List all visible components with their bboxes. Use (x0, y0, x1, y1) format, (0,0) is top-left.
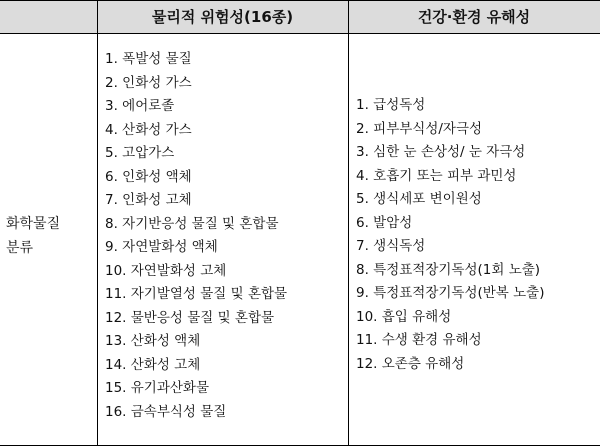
list-item: 2. 피부부식성/자극성 (356, 120, 483, 137)
list-item: 12. 물반응성 물질 및 혼합물 (105, 309, 275, 326)
list-item: 3. 에어로졸 (105, 98, 175, 114)
health-env-hazards-list (356, 94, 545, 376)
list-item: 4. 산화성 가스 (105, 121, 192, 138)
list-item: 10. 흡입 유해성 (356, 308, 452, 325)
list-item: 11. 자기발열성 물질 및 혼합물 (105, 286, 288, 302)
list-item: 6. 발암성 (356, 214, 413, 231)
physical-hazards-list (105, 48, 287, 424)
list-item: 9. 자연발화성 액체 (105, 239, 218, 255)
header-physical-hazards: 물리적 위험성(16종) (151, 8, 294, 26)
list-item: 11. 수생 환경 유해성 (356, 332, 482, 348)
list-item: 15. 유기과산화물 (105, 380, 210, 396)
list-item: 4. 호흡기 또는 피부 과민성 (356, 167, 517, 184)
list-item: 14. 산화성 고체 (105, 356, 201, 373)
list-item: 7. 생식독성 (356, 238, 426, 254)
list-item: 1. 폭발성 물질 (105, 51, 192, 67)
list-item: 12. 오존층 유해성 (356, 355, 465, 372)
column-divider-1 (97, 0, 98, 446)
column-divider-2 (348, 0, 349, 446)
list-item: 8. 특정표적장기독성(1회 노출) (356, 261, 541, 278)
row-label-line-2: 분류 (6, 240, 34, 256)
list-item: 5. 고압가스 (105, 145, 175, 161)
list-item: 9. 특정표적장기독성(반복 노출) (356, 285, 545, 301)
list-item: 1. 급성독성 (356, 97, 426, 113)
header-health-env-hazards: 건강·환경 유해성 (417, 8, 531, 26)
list-item: 13. 산화성 액체 (105, 333, 201, 349)
list-item: 7. 인화성 고체 (105, 192, 192, 208)
header-divider (0, 33, 600, 34)
list-item: 10. 자연발화성 고체 (105, 262, 227, 279)
list-item: 2. 인화성 가스 (105, 74, 192, 91)
list-item: 6. 인화성 액체 (105, 168, 192, 185)
list-item: 16. 금속부식성 물질 (105, 403, 227, 420)
list-item: 8. 자기반응성 물질 및 혼합물 (105, 215, 279, 232)
row-label-line-1: 화학물질 (6, 216, 61, 232)
list-item: 5. 생식세포 변이원성 (356, 191, 482, 207)
list-item: 3. 심한 눈 손상성/ 눈 자극성 (356, 144, 526, 160)
row-label-chemical-classification (6, 212, 60, 260)
table-top-border (0, 0, 600, 1)
